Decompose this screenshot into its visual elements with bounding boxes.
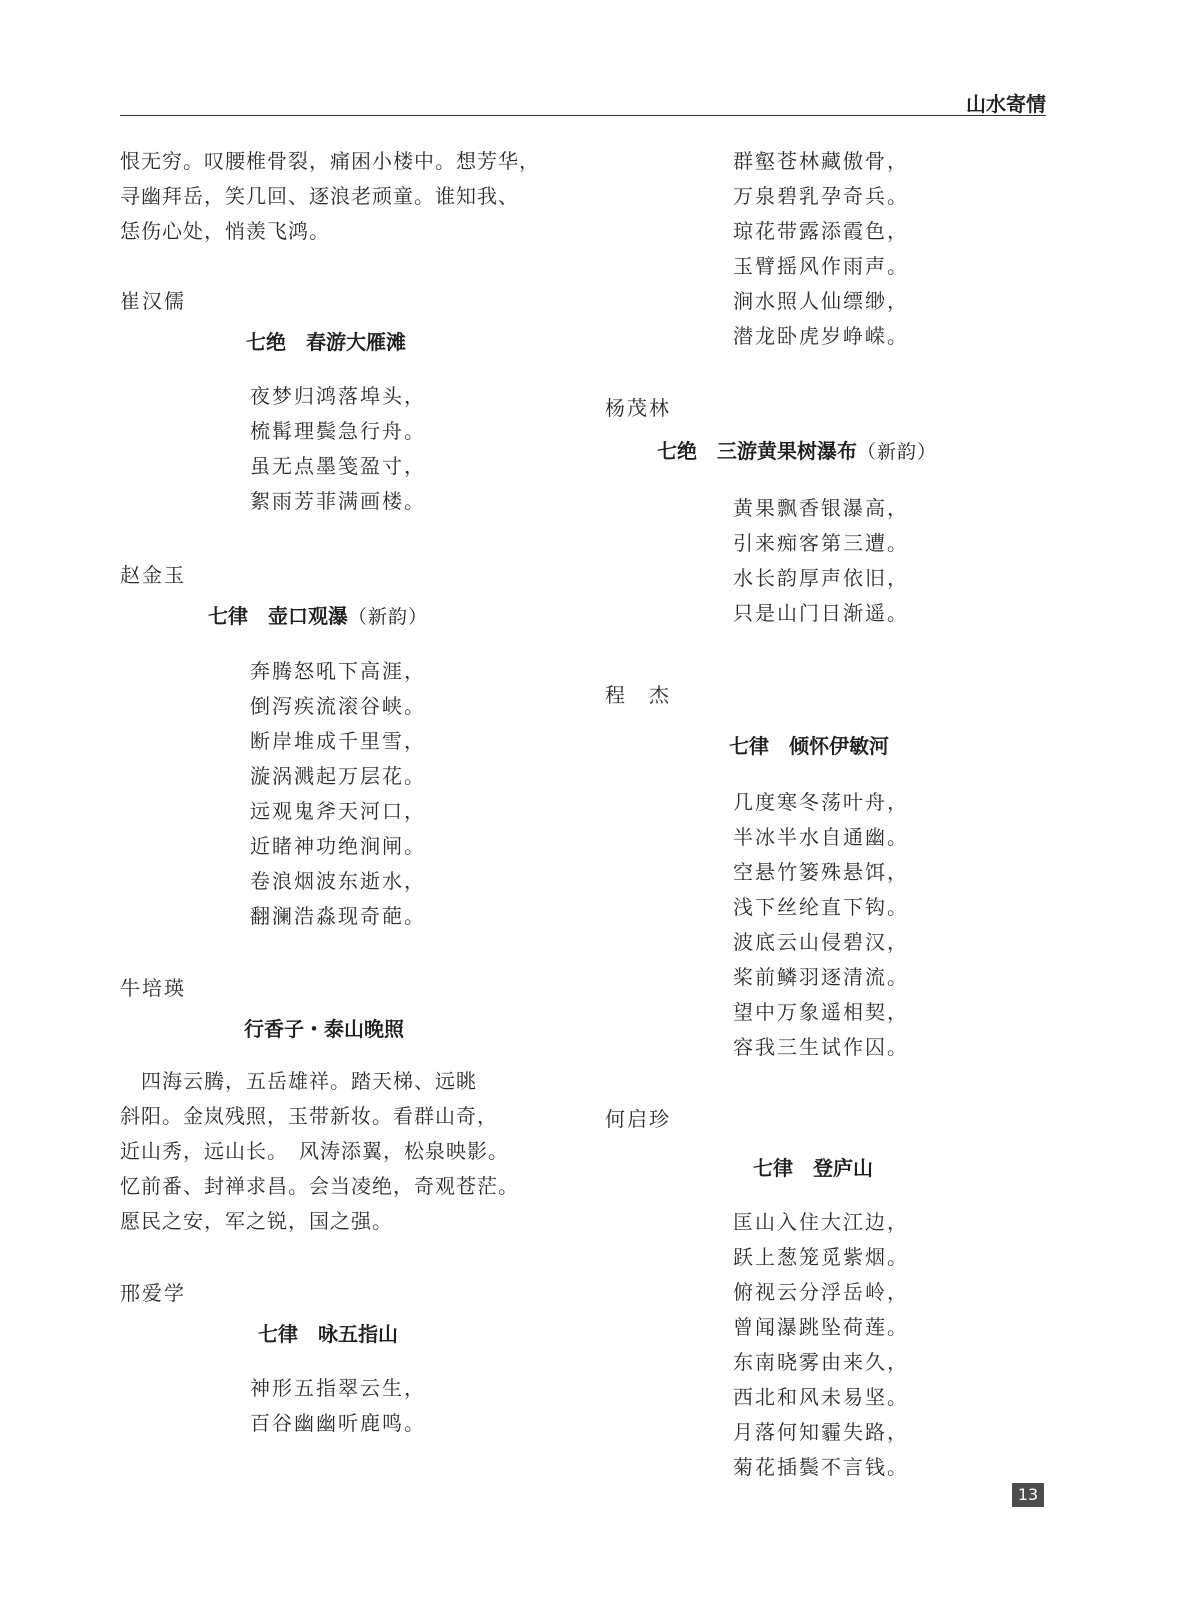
poem-line: 曾闻瀑跳坠荷莲。 xyxy=(733,1315,909,1339)
poem-line: 空悬竹篓殊悬饵， xyxy=(733,860,909,884)
poem-author: 何启珍 xyxy=(605,1107,671,1131)
poem-body-continued xyxy=(605,144,1045,354)
poem-line: 絮雨芳菲满画楼。 xyxy=(250,489,426,513)
right-column xyxy=(605,144,1045,1485)
poem-line: 月落何知霾失路， xyxy=(733,1420,909,1444)
poem-title-main: 七律 登庐山 xyxy=(753,1156,873,1180)
poem-title-main: 七绝 三游黄果树瀑布 xyxy=(657,439,857,463)
poem-line: 匡山入住大江边， xyxy=(733,1210,909,1234)
prose-line: 斜阳。金岚残照，玉带新妆。看群山奇， xyxy=(120,1104,498,1128)
prose-line: 忆前番、封禅求昌。会当凌绝，奇观苍茫。 xyxy=(120,1174,519,1198)
poem-line: 断岸堆成千里雪， xyxy=(250,729,426,753)
prose-line: 恁伤心处，悄羡飞鸿。 xyxy=(120,219,330,243)
poem-title-note: （新韵） xyxy=(348,606,429,628)
poem-body xyxy=(120,1371,570,1441)
poem-line: 半冰半水自通幽。 xyxy=(733,825,909,849)
poem-line: 倒泻疾流滚谷峡。 xyxy=(250,694,426,718)
poem-author: 牛培瑛 xyxy=(120,976,186,1000)
poem-line: 东南晓雾由来久， xyxy=(733,1350,909,1374)
poem-title xyxy=(605,731,1045,761)
poem-title xyxy=(605,1153,1045,1183)
poem-author: 邢爱学 xyxy=(120,1281,186,1305)
poem-title xyxy=(120,1319,570,1349)
poem-line: 梳髯理鬓急行舟。 xyxy=(250,419,426,443)
page-number: 13 xyxy=(1012,1483,1044,1507)
header-rule xyxy=(120,115,1046,116)
poem-title xyxy=(605,436,1045,467)
prose-line: 愿民之安，军之锐，国之强。 xyxy=(120,1209,393,1233)
poem-line: 只是山门日渐遥。 xyxy=(733,601,909,625)
prose-line: 近山秀，远山长。 风涛添翼，松泉映影。 xyxy=(120,1139,509,1163)
poem-line: 桨前鳞羽逐清流。 xyxy=(733,965,909,989)
poem-line: 琼花带露添霞色， xyxy=(733,219,909,243)
poem-author: 程 杰 xyxy=(605,683,671,707)
poem-body xyxy=(120,654,570,934)
poem-title xyxy=(120,601,570,632)
poem-title xyxy=(120,1014,570,1044)
poem-title-main: 七律 倾怀伊敏河 xyxy=(729,734,889,758)
poem-line: 菊花插鬓不言钱。 xyxy=(733,1455,909,1479)
poem-line: 容我三生试作囚。 xyxy=(733,1035,909,1059)
poem-author: 赵金玉 xyxy=(120,563,186,587)
poem-line: 奔腾怒吼下高涯， xyxy=(250,659,426,683)
poem-title-note: （新韵） xyxy=(857,441,938,463)
section-title: 山水寄情 xyxy=(966,92,1046,116)
poem-line: 神形五指翠云生， xyxy=(250,1376,426,1400)
poem-line: 几度寒冬荡叶舟， xyxy=(733,790,909,814)
poem-line: 潜龙卧虎岁峥嵘。 xyxy=(733,324,909,348)
poem-line: 卷浪烟波东逝水， xyxy=(250,869,426,893)
poem-body xyxy=(120,379,570,519)
poem-author: 崔汉儒 xyxy=(120,289,186,313)
poem-line: 望中万象遥相契， xyxy=(733,1000,909,1024)
poem-body xyxy=(605,785,1045,1065)
poem-line: 西北和风未易坚。 xyxy=(733,1385,909,1409)
poem-line: 水长韵厚声依旧， xyxy=(733,566,909,590)
poem-line: 群壑苍林藏傲骨， xyxy=(733,149,909,173)
poem-body xyxy=(605,1205,1045,1485)
poem-line: 万泉碧乳孕奇兵。 xyxy=(733,184,909,208)
poem-title-main: 行香子・泰山晚照 xyxy=(244,1017,404,1041)
poem-line: 远观鬼斧天河口， xyxy=(250,799,426,823)
poem-title-main: 七律 咏五指山 xyxy=(258,1322,398,1346)
poem-prose-body xyxy=(120,1064,570,1239)
poem-line: 虽无点墨笺盈寸， xyxy=(250,454,426,478)
poem-line: 波底云山侵碧汉， xyxy=(733,930,909,954)
prose-line: 四海云腾，五岳雄祥。踏天梯、远眺 xyxy=(120,1069,477,1093)
poem-line: 引来痴客第三遭。 xyxy=(733,531,909,555)
prose-line: 恨无穷。叹腰椎骨裂，痛困小楼中。想芳华， xyxy=(120,149,540,173)
prose-continued xyxy=(120,144,570,249)
prose-line: 寻幽拜岳，笑几回、逐浪老顽童。谁知我、 xyxy=(120,184,519,208)
poem-line: 漩涡溅起万层花。 xyxy=(250,764,426,788)
poem-title-main: 七绝 春游大雁滩 xyxy=(246,330,406,354)
poem-title xyxy=(120,327,570,357)
left-column xyxy=(120,144,570,1441)
poem-author: 杨茂林 xyxy=(605,396,671,420)
poem-body xyxy=(605,491,1045,631)
poem-line: 黄果飘香银瀑高， xyxy=(733,496,909,520)
poem-line: 俯视云分浮岳岭， xyxy=(733,1280,909,1304)
poem-title-main: 七律 壶口观瀑 xyxy=(208,604,348,628)
poem-line: 百谷幽幽听鹿鸣。 xyxy=(250,1411,426,1435)
poem-line: 夜梦归鸿落埠头， xyxy=(250,384,426,408)
poem-line: 浅下丝纶直下钩。 xyxy=(733,895,909,919)
poem-line: 跃上葱笼觅紫烟。 xyxy=(733,1245,909,1269)
poem-line: 涧水照人仙缥缈， xyxy=(733,289,909,313)
poem-line: 近睹神功绝涧闸。 xyxy=(250,834,426,858)
poem-line: 翻澜浩淼现奇葩。 xyxy=(250,904,426,928)
poem-line: 玉臂摇风作雨声。 xyxy=(733,254,909,278)
